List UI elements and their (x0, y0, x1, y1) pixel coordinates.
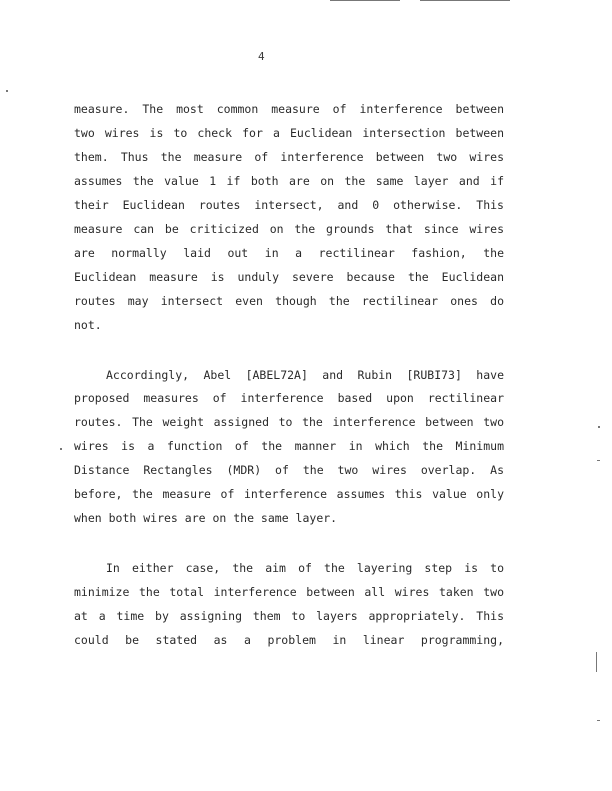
paragraph-1-line-1: measure. The most common measure of interference between (74, 102, 504, 116)
scan-mark-right-3 (596, 652, 597, 672)
paragraph-1-line-9: routes may intersect even though the rectilinear ones do (74, 294, 504, 308)
paragraph-2-line-4: wires is a function of the manner in which the Minimum (74, 439, 504, 453)
scan-mark-right-4 (597, 720, 600, 721)
paragraph-1-line-10: not. (74, 318, 102, 332)
paragraph-3-line-4: could be stated as a problem in linear programming, (74, 633, 504, 647)
scan-mark-top (330, 0, 400, 1)
scan-mark-right-1 (598, 426, 600, 428)
paragraph-2-line-1: Accordingly, Abel [ABEL72A] and Rubin [RUBI73] have (106, 368, 504, 382)
paragraph-2-line-5: Distance Rectangles (MDR) of the two wires overlap. As (74, 463, 504, 477)
paragraph-1-line-3: them. Thus the measure of interference between two wires (74, 150, 504, 164)
paragraph-1-line-7: are normally laid out in a rectilinear fashion, the (74, 246, 504, 260)
paragraph-2-line-7: when both wires are on the same layer. (74, 511, 338, 525)
paragraph-1-line-5: their Euclidean routes intersect, and 0 otherwise. This (74, 198, 504, 212)
scan-mark-left-1 (6, 90, 8, 92)
scan-mark-top-2 (420, 0, 510, 1)
paragraph-1-line-8: Euclidean measure is unduly severe because the Euclidean (74, 270, 504, 284)
paragraph-1-line-2: two wires is to check for a Euclidean intersection between (74, 126, 504, 140)
paragraph-2-line-6: before, the measure of interference assumes this value only (74, 487, 504, 501)
paragraph-1-line-4: assumes the value 1 if both are on the same layer and if (74, 174, 504, 188)
paragraph-3-line-3: at a time by assigning them to layers appropriately. This (74, 609, 504, 623)
paragraph-2-line-3: routes. The weight assigned to the interference between two (74, 415, 504, 429)
paragraph-3-line-1: In either case, the aim of the layering step is to (106, 561, 504, 575)
scan-mark-left-2 (60, 448, 62, 450)
scan-mark-right-2 (597, 460, 600, 461)
paragraph-2-line-2: proposed measures of interference based upon rectilinear (74, 391, 504, 405)
paragraph-1-line-6: measure can be criticized on the grounds that since wires (74, 222, 504, 236)
page-number: 4 (258, 50, 265, 63)
paragraph-3-line-2: minimize the total interference between all wires taken two (74, 585, 504, 599)
